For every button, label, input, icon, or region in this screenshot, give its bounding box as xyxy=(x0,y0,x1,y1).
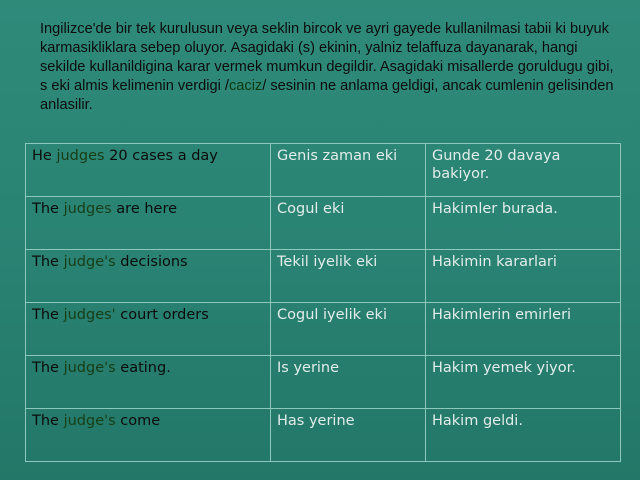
table-row xyxy=(26,250,621,303)
english-suffix: are here xyxy=(111,201,178,217)
keyword: judge's xyxy=(63,360,116,376)
english-prefix: He xyxy=(32,148,57,164)
english-example xyxy=(26,303,271,356)
intro-text-after: / sesinin ne anlama geldigi, ancak cumlenin gelisinden anlasilir. xyxy=(40,78,614,113)
keyword: judges xyxy=(63,201,112,217)
suffix-rule: Genis zaman eki xyxy=(271,144,426,197)
suffix-rule: Cogul eki xyxy=(271,197,426,250)
english-prefix: The xyxy=(32,307,64,323)
table-row xyxy=(26,197,621,250)
english-example xyxy=(26,197,271,250)
intro-highlight: caciz xyxy=(228,78,263,94)
english-prefix: The xyxy=(32,413,64,429)
english-suffix: decisions xyxy=(115,254,188,270)
suffix-rule: Has yerine xyxy=(271,409,426,462)
english-prefix: The xyxy=(32,201,64,217)
table-row xyxy=(26,356,621,409)
turkish-translation: Hakimlerin emirleri xyxy=(426,303,621,356)
english-prefix: The xyxy=(32,254,64,270)
suffix-rule: Is yerine xyxy=(271,356,426,409)
english-suffix: 20 cases a day xyxy=(104,148,218,164)
keyword: judges' xyxy=(63,307,116,323)
turkish-translation: Hakimin kararlari xyxy=(426,250,621,303)
english-suffix: come xyxy=(115,413,161,429)
turkish-translation: Gunde 20 davaya bakiyor. xyxy=(426,144,621,197)
keyword: judges xyxy=(56,148,105,164)
table-row xyxy=(26,409,621,462)
turkish-translation: Hakimler burada. xyxy=(426,197,621,250)
english-example xyxy=(26,250,271,303)
table-row xyxy=(26,144,621,197)
turkish-translation: Hakim yemek yiyor. xyxy=(426,356,621,409)
keyword: judge's xyxy=(63,413,116,429)
english-suffix: court orders xyxy=(115,307,209,323)
suffix-rule: Cogul iyelik eki xyxy=(271,303,426,356)
intro-paragraph xyxy=(40,20,615,115)
examples-table xyxy=(25,143,621,462)
table-row xyxy=(26,303,621,356)
english-prefix: The xyxy=(32,360,64,376)
english-example xyxy=(26,409,271,462)
english-example xyxy=(26,356,271,409)
english-example xyxy=(26,144,271,197)
suffix-rule: Tekil iyelik eki xyxy=(271,250,426,303)
intro-text-before: Ingilizce'de bir tek kurulusun veya seklin bircok ve ayri gayede kullanilmasi tabii ki buyuk karmasikliklara sebep oluyor. Asagidaki (s) ekinin, yalniz telaffuza dayanarak, hangi sekilde kullanildigina karar vermek mumkun degildir. Asagidaki misallerde goruldugu gibi, s eki almis kelimenin verdigi / xyxy=(40,21,614,94)
turkish-translation: Hakim geldi. xyxy=(426,409,621,462)
keyword: judge's xyxy=(63,254,116,270)
english-suffix: eating. xyxy=(115,360,171,376)
